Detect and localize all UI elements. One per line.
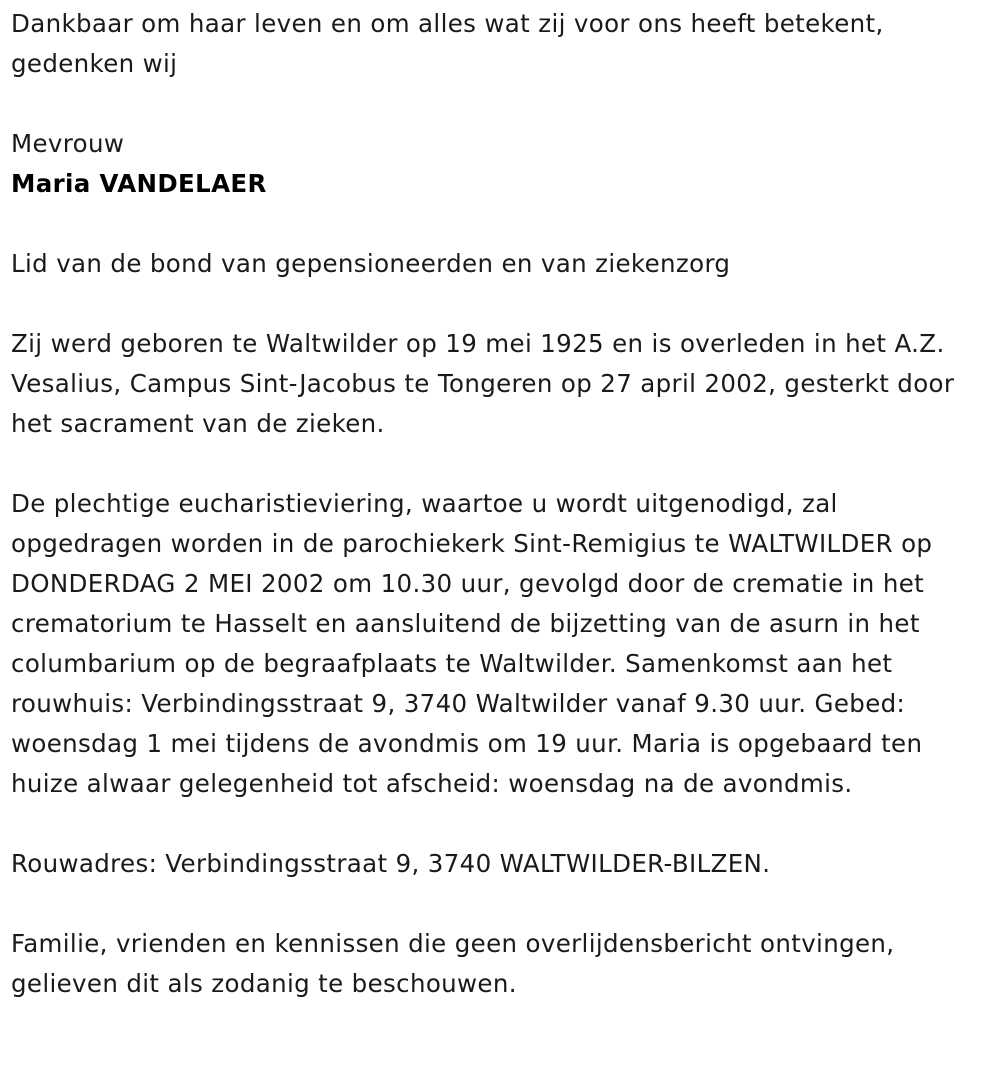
intro-text: Dankbaar om haar leven en om alles wat zij voor ons heeft betekent, gedenken wij xyxy=(11,9,884,78)
obituary-notice xyxy=(11,4,991,1044)
title-text: Mevrouw xyxy=(11,129,125,158)
membership-text: Lid van de bond van gepensioneerden en van ziekenzorg xyxy=(11,249,731,278)
deceased-name: Maria VANDELAER xyxy=(11,169,267,198)
birth-death-text: Zij werd geboren te Waltwilder op 19 mei 1925 en is overleden in het A.Z. Vesalius, Campus Sint-Jacobus te Tongeren op 27 april 2002, gesterkt door het sacrament van de zieken. xyxy=(11,329,955,438)
closing-text: Familie, vrienden en kennissen die geen overlijdensbericht ontvingen, gelieven dit als zodanig te beschouwen. xyxy=(11,929,895,998)
ceremony-text: De plechtige eucharistieviering, waartoe u wordt uitgenodigd, zal opgedragen worden in de parochiekerk Sint-Remigius te WALTWILDER op DONDERDAG 2 MEI 2002 om 10.30 uur, gevolgd door de crematie in het crematorium te Hasselt en aansluitend de bijzetting van de asurn in het columbarium op de begraafplaats te Waltwilder. Samenkomst aan het rouwhuis: Verbindingsstraat 9, 3740 Waltwilder vanaf 9.30 uur. Gebed: woensdag 1 mei tijdens de avondmis om 19 uur. Maria is opgebaard ten huize alwaar gelegenheid tot afscheid: woensdag na de avondmis. xyxy=(11,489,933,798)
mourning-address: Rouwadres: Verbindingsstraat 9, 3740 WALTWILDER-BILZEN. xyxy=(11,849,771,878)
